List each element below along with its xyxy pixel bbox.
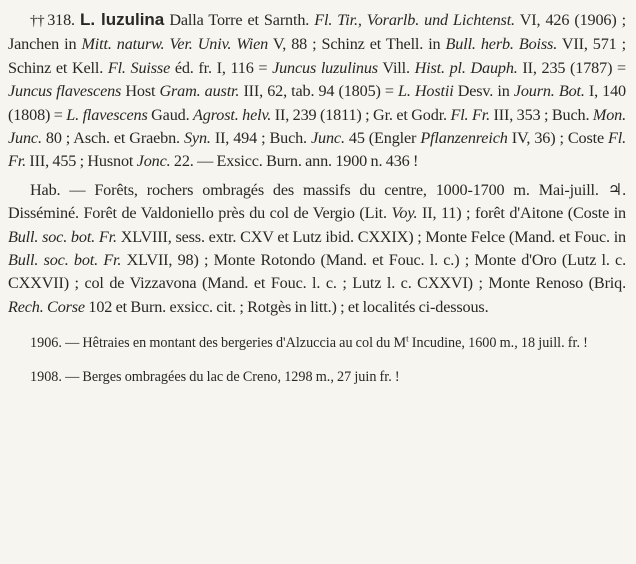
habitat-citation: Rech. Corse xyxy=(8,297,85,316)
nomenclature-paragraph xyxy=(8,8,626,174)
reference-text: Host xyxy=(121,82,160,101)
reference-citation: L. flavescens xyxy=(66,105,148,124)
reference-text: Dalla Torre et Sarnth. xyxy=(164,11,315,29)
habitat-paragraph xyxy=(8,179,626,319)
reference-text: VII, 571 ; Schinz et Kell. xyxy=(8,35,627,77)
entry-number: 318. xyxy=(47,11,80,29)
reference-text: II, 235 (1787) = xyxy=(517,58,626,77)
reference-citation: L. Hostii xyxy=(398,82,454,101)
reference-text: III, 455 ; Husnot xyxy=(26,152,137,171)
species-entry xyxy=(8,8,626,319)
reference-citation: Hist. pl. Dauph. xyxy=(414,58,518,77)
reference-citation: Fl. Tir., Vorarlb. und Lichtenst. xyxy=(314,11,515,29)
habitat-text: II, 11) ; forêt d'Aitone (Coste in xyxy=(417,204,626,223)
habitat-citation: Voy. xyxy=(391,204,418,223)
reference-citation: Fl. Fr. xyxy=(8,129,626,171)
references-text xyxy=(8,11,626,170)
reference-text: VI, 426 (1906) ; Janchen in xyxy=(8,11,626,54)
reference-citation: Fl. Fr. xyxy=(450,105,490,124)
reference-text: III, 353 ; Buch. xyxy=(489,105,593,124)
reference-citation: Syn. xyxy=(183,129,211,148)
habitat-citation: Bull. soc. bot. Fr. xyxy=(8,251,122,270)
taxon-name: L. luzulina xyxy=(80,10,165,29)
reference-citation: Mitt. naturw. Ver. Univ. Wien xyxy=(81,35,269,54)
reference-citation: Bull. herb. Boiss. xyxy=(445,35,558,54)
reference-text: Vill. xyxy=(377,58,415,77)
observation-superscript: t xyxy=(406,333,409,344)
reference-citation: Journ. Bot. xyxy=(513,82,585,101)
reference-citation: Pflanzenreich xyxy=(420,129,508,148)
endemic-marks: †† xyxy=(30,13,48,29)
observation-1908 xyxy=(8,367,626,387)
reference-citation: Mon. Junc. xyxy=(8,105,626,148)
habitat-text: XLVIII, sess. extr. CXV et Lutz ibid. CXXIX) ; Monte Felce (Mand. et Fouc. in xyxy=(116,227,626,246)
habitat-text: 102 et Burn. exsicc. cit. ; Rotgès in litt.) ; et localités ci-dessous. xyxy=(84,297,489,316)
habitat-text: Hab. — Forêts, rochers ombragés des massifs du centre, 1000-1700 m. Mai-juill. ♃. Disséminé. Forêt de Valdoniello près du col de Vergio (Lit. xyxy=(8,180,626,223)
reference-text: I, 140 (1808) = xyxy=(8,82,627,124)
reference-text: II, 494 ; Buch. xyxy=(210,129,311,148)
reference-text: Desv. in xyxy=(453,82,514,101)
reference-text: éd. fr. I, 116 = xyxy=(170,58,273,77)
observation-text: 1908. — Berges ombragées du lac de Creno, 1298 m., 27 juin fr. ! xyxy=(30,369,400,386)
habitat-text: XLVII, 98) ; Monte Rotondo (Mand. et Fouc. l. c.) ; Monte d'Oro (Lutz l. c. CXXVII) ; col de Vizzavona (Mand. et Fouc. l. c. ; Lutz l. c. CXXVI) ; Monte Renoso (Briq. xyxy=(8,251,626,293)
reference-text: II, 239 (1811) ; Gr. et Godr. xyxy=(271,105,451,124)
reference-text: 80 ; Asch. et Graebn. xyxy=(41,129,184,148)
reference-text: 22. — Exsicc. Burn. ann. 1900 n. 436 ! xyxy=(170,152,419,171)
reference-citation: Gram. austr. xyxy=(159,82,240,101)
reference-citation: Juncus luzulinus xyxy=(272,58,378,77)
reference-text: III, 62, tab. 94 (1805) = xyxy=(239,82,398,101)
observation-1906 xyxy=(8,333,626,353)
reference-text: 45 (Engler xyxy=(344,129,421,148)
reference-citation: Fl. Suisse xyxy=(107,58,171,77)
reference-text: V, 88 ; Schinz et Thell. in xyxy=(268,35,446,54)
habitat-citation: Bull. soc. bot. Fr. xyxy=(8,227,117,246)
reference-citation: Juncus flavescens xyxy=(8,82,122,101)
reference-citation: Agrost. helv. xyxy=(193,105,272,124)
reference-citation: Junc. xyxy=(310,129,345,148)
reference-text: Gaud. xyxy=(147,105,194,124)
reference-citation: Jonc. xyxy=(136,152,171,171)
observation-text: Incudine, 1600 m., 18 juill. fr. ! xyxy=(408,335,588,352)
reference-text: IV, 36) ; Coste xyxy=(507,129,609,148)
observation-text: 1906. — Hêtraies en montant des bergeries d'Alzuccia au col du M xyxy=(30,335,407,352)
